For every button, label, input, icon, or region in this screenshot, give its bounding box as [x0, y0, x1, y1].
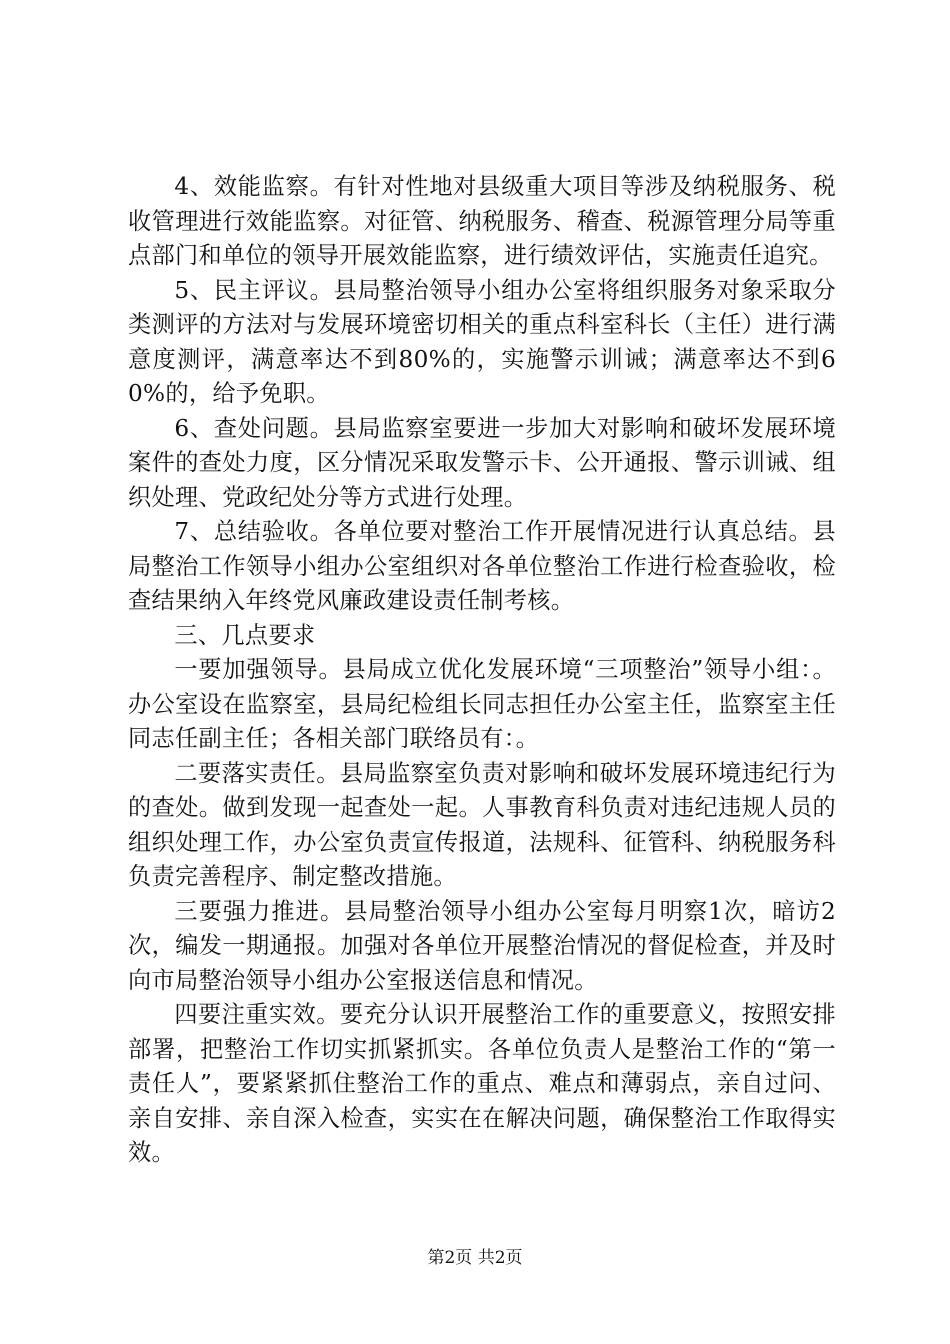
paragraph-push-forward: 三要强力推进。县局整治领导小组办公室每月明察1次，暗访2次，编发一期通报。加强对各单位开展整治情况的督促检查，并及时向市局整治领导小组办公室报送信息和情况。	[128, 897, 836, 994]
paragraph-focus-results: 四要注重实效。要充分认识开展整治工作的重要意义，按照安排部署，把整治工作切实抓紧抓实。各单位负责人是整治工作的“第一责任人”，要紧紧抓住整治工作的重点、难点和薄弱点，亲自过问、亲自安排、亲自深入检查，实实在在解决问题，确保整治工作取得实效。	[128, 1001, 836, 1166]
document-body	[128, 170, 836, 1171]
page-footer: 第2页 共2页	[427, 1248, 523, 1268]
paragraph-summary-acceptance: 7、总结验收。各单位要对整治工作开展情况进行认真总结。县局整治工作领导小组办公室组织对各单位整治工作进行检查验收，检查结果纳入年终党风廉政建设责任制考核。	[128, 518, 836, 614]
section-heading-requirements: 三、几点要求	[174, 621, 316, 649]
paragraph-efficiency-supervision: 4、效能监察。有针对性地对县级重大项目等涉及纳税服务、税收管理进行效能监察。对征管、纳税服务、稽查、税源管理分局等重点部门和单位的领导开展效能监察，进行绩效评估，实施责任追究。	[128, 173, 836, 269]
paragraph-strengthen-leadership: 一要加强领导。县局成立优化发展环境“三项整治”领导小组：。办公室设在监察室，县局纪检组长同志担任办公室主任，监察室主任同志任副主任；各相关部门联络员有：。	[128, 656, 836, 752]
paragraph-implement-responsibility: 二要落实责任。县局监察室负责对影响和破坏发展环境违纪行为的查处。做到发现一起查处一起。人事教育科负责对违纪违规人员的组织处理工作，办公室负责宣传报道，法规科、征管科、纳税服务科负责完善程序、制定整改措施。	[128, 759, 836, 890]
paragraph-investigate-problems: 6、查处问题。县局监察室要进一步加大对影响和破坏发展环境案件的查处力度，区分情况采取发警示卡、公开通报、警示训诫、组织处理、党政纪处分等方式进行处理。	[128, 414, 836, 511]
paragraph-democratic-review: 5、民主评议。县局整治领导小组办公室将组织服务对象采取分类测评的方法对与发展环境密切相关的重点科室科长（主任）进行满意度测评，满意率达不到80%的，实施警示训诫；满意率达不到60%的，给予免职。	[128, 276, 836, 407]
